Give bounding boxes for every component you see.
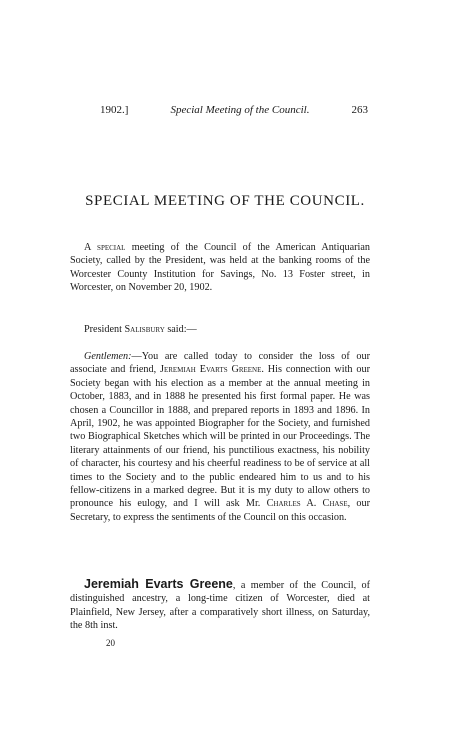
memorial-name: Jeremiah Evarts Greene xyxy=(84,577,233,591)
opening-text: meeting of the Council of the American Antiquarian Society, called by the President, was held at the banking rooms of the Worcester County Institution for Savings, No. 13 Foster street, in Worcester, on November 20, 1902. xyxy=(70,242,371,294)
address-paragraph xyxy=(70,350,370,524)
secretary-name: Charles A. Chase xyxy=(266,498,348,510)
running-head xyxy=(100,104,368,116)
speaker-suffix: said:— xyxy=(164,324,197,335)
salutation: Gentlemen: xyxy=(84,351,132,362)
section-title: SPECIAL MEETING OF THE COUNCIL. xyxy=(85,193,365,209)
address-text-a: —You are called today to consider the loss of our associate and friend, xyxy=(70,351,370,376)
opening-paragraph xyxy=(70,241,370,295)
memorial-text: , a member of the Council, of distinguished ancestry, a long-time citizen of Worcester, died at Plainfield, New Jersey, after a comparatively short illness, on Saturday, the 8th inst. xyxy=(70,580,371,632)
running-head-year: 1902.] xyxy=(100,104,129,116)
running-head-title: Special Meeting of the Council. xyxy=(170,104,310,116)
deceased-name: Jeremiah Evarts Greene xyxy=(160,364,262,376)
page-number: 263 xyxy=(351,104,368,116)
speaker-prefix: President xyxy=(84,324,125,335)
opening-lead: A xyxy=(84,242,91,253)
address-text-b: . His connection with our Society began with his election as a member at the annual meeting in October, 1883, and in 1888 he presented his first formal paper. He was chosen a Councillor in 1888, and prepared reports in 1893 and 1896. In April, 1902, he was appointed Biographer for the Society, and furnished two Biographical Sketches which will be printed in our Proceedings. The literary attainments of our friend, his punctilious exactness, his nobility of character, his courtesy and his cheerful readiness to be of service at all times to the Society and to the public endeared him to us and to his fellow-citizens in a marked degree. But it is my duty to allow others to pronounce his eulogy, and I will ask Mr. xyxy=(70,364,370,510)
signature-mark: 20 xyxy=(106,638,115,648)
speaker-line xyxy=(84,323,384,336)
speaker-name: Salisbury xyxy=(124,324,165,335)
opening-small-caps: special xyxy=(97,242,126,253)
memorial-paragraph xyxy=(70,578,370,633)
address-text-c: , our Secretary, to express the sentiments of the Council on this occasion. xyxy=(70,498,371,523)
